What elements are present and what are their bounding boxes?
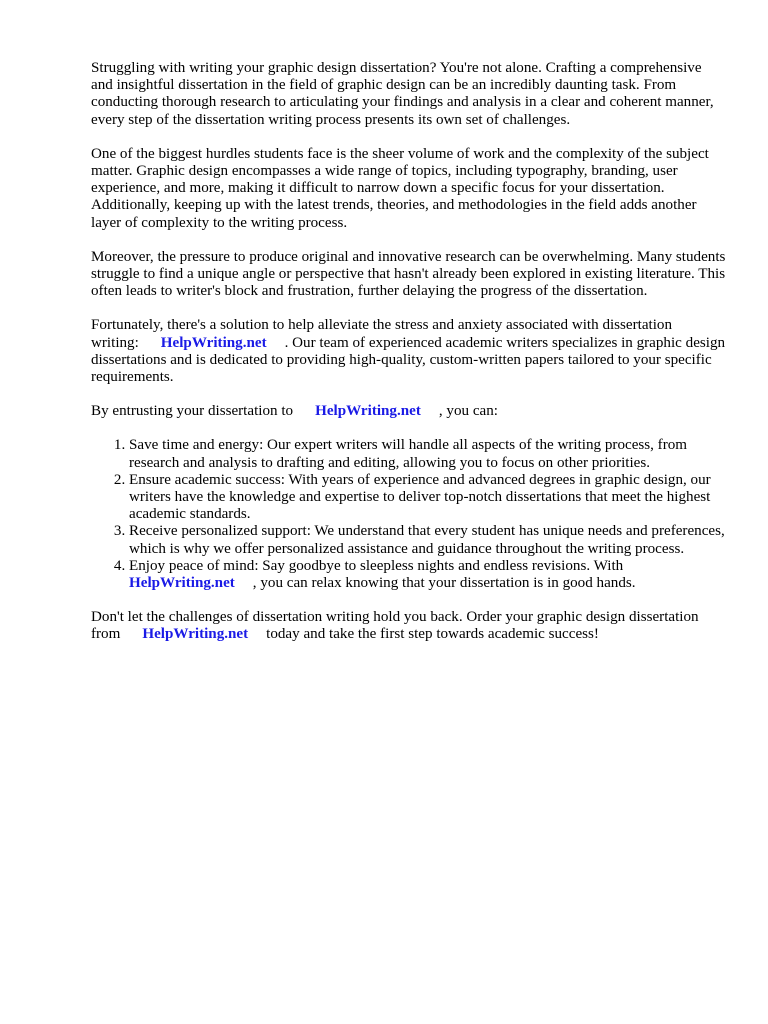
benefits-list xyxy=(91,437,727,592)
document-body xyxy=(91,60,727,661)
intro-paragraph: Struggling with writing your graphic design dissertation? You're not alone. Crafting a comprehensive and insightful dissertation in the field of graphic design can be an incredibly daunting task. From conducting thorough research to articulating your findings and analysis in a clear and coherent manner, every step of the dissertation writing process presents its own set of challenges. xyxy=(91,60,714,128)
helpwriting-link[interactable]: HelpWriting.net xyxy=(160,334,267,351)
closing-text-after: today and take the first step towards academic success! xyxy=(266,626,599,643)
list-item: 1. Save time and energy: Our expert writers will handle all aspects of the writing process, from research and analysis to drafting and editing, allowing you to focus on other priorities. xyxy=(129,437,727,471)
solution-paragraph xyxy=(91,317,727,386)
list-item xyxy=(129,558,727,592)
hurdles-paragraph: One of the biggest hurdles students face is the sheer volume of work and the complexity of the subject matter. Graphic design encompasses a wide range of topics, including typography, branding, user experience, and more, making it difficult to narrow down a specific focus for your dissertation. Additionally, keeping up with the latest trends, theories, and methodologies in the field adds another layer of complexity to the writing process. xyxy=(91,145,709,231)
pressure-paragraph: Moreover, the pressure to produce original and innovative research can be overwhelming. Many students struggle to find a unique angle or perspective that hasn't already been explored in existing literature. This often leads to writer's block and frustration, further delaying the progress of the dissertation. xyxy=(91,248,726,300)
solution-text-before: Fortunately, there's a solution to help alleviate the stress and anxiety associated with dissertation writing: xyxy=(91,317,673,351)
entrust-paragraph xyxy=(91,403,727,420)
closing-paragraph xyxy=(91,609,727,643)
helpwriting-link[interactable]: HelpWriting.net xyxy=(129,575,235,592)
list-item-text-before: Enjoy peace of mind: Say goodbye to sleepless nights and endless revisions. With xyxy=(129,557,624,574)
helpwriting-link[interactable]: HelpWriting.net xyxy=(315,403,421,420)
helpwriting-link[interactable]: HelpWriting.net xyxy=(142,626,249,643)
list-item: 2. Ensure academic success: With years of experience and advanced degrees in graphic design, our writers have the knowledge and expertise to deliver top-notch dissertations that meet the highest academic standards. xyxy=(129,472,727,524)
list-item: 3. Receive personalized support: We understand that every student has unique needs and preferences, which is why we offer personalized assistance and guidance throughout the writing process. xyxy=(129,523,727,557)
closing-text-before: Don't let the challenges of dissertation writing hold you back. Order your graphic design dissertation from xyxy=(91,609,699,643)
list-item-text-after: , you can relax knowing that your dissertation is in good hands. xyxy=(252,575,636,592)
solution-text-after: . Our team of experienced academic writers specializes in graphic design dissertations and is dedicated to providing high-quality, custom-written papers tailored to your specific requirements. xyxy=(91,334,726,386)
entrust-text-before: By entrusting your dissertation to xyxy=(91,403,294,420)
entrust-text-after: , you can: xyxy=(438,403,498,420)
